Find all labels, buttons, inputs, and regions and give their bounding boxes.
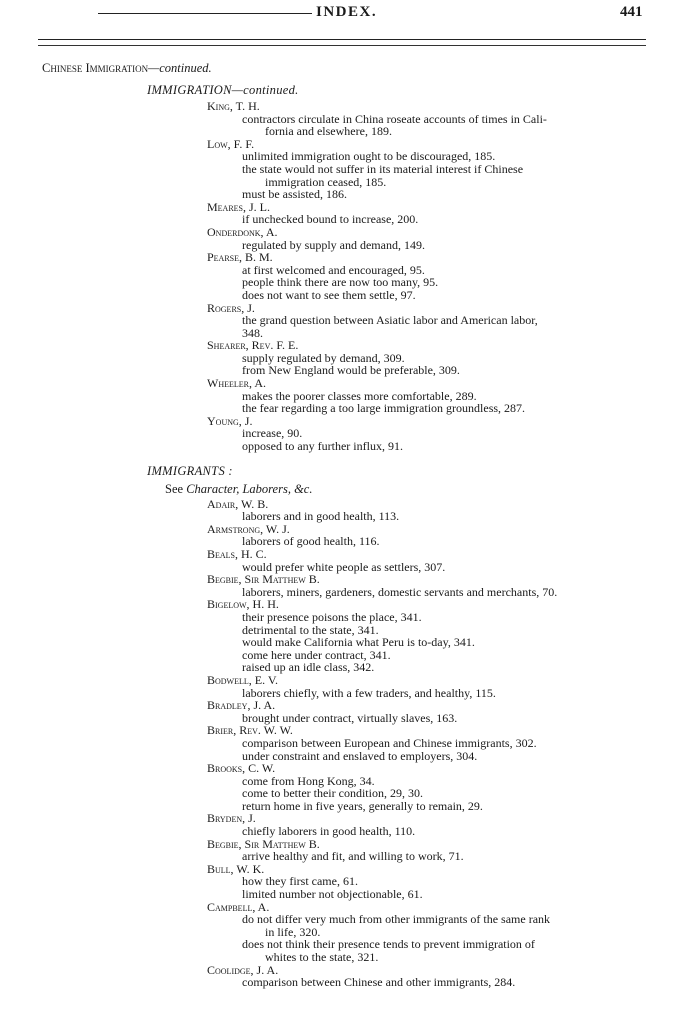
index-name: Pearse, B. M. [207, 250, 273, 265]
index-entry: unlimited immigration ought to be discouraged, 185. [242, 149, 496, 164]
index-entry: would prefer white people as settlers, 307. [242, 559, 446, 574]
index-entry: comparison between Chinese and other immigrants, 284. [242, 975, 516, 990]
index-name: Rogers, J. [207, 300, 255, 315]
index-entry: raised up an idle class, 342. [242, 660, 375, 675]
index-name: Shearer, Rev. F. E. [207, 338, 299, 353]
subsection-heading-immigration: IMMIGRATION—continued. [147, 83, 299, 97]
index-entry: regulated by supply and demand, 149. [242, 237, 425, 252]
index-name: Bodwell, E. V. [207, 672, 279, 687]
immigration-entries [0, 100, 684, 453]
index-name: Wheeler, A. [207, 376, 266, 391]
index-entry: brought under contract, virtually slaves, 163. [242, 710, 458, 725]
index-name: Bigelow, H. H. [207, 597, 279, 612]
index-entry: if unchecked bound to increase, 200. [242, 212, 419, 227]
header-double-rule-bottom [38, 45, 646, 46]
index-entry: laborers and in good health, 113. [242, 509, 400, 524]
index-name: Onderdonk, A. [207, 224, 278, 239]
index-entry: how they first came, 61. [242, 874, 358, 889]
index-entry: their presence poisons the place, 341. [242, 609, 422, 624]
section-heading [42, 59, 684, 78]
index-entry: does not want to see them settle, 97. [242, 287, 416, 302]
index-entry-continuation: in life, 320. [265, 924, 321, 939]
index-entry: the grand question between Asiatic labor and American labor, [242, 313, 538, 328]
index-content [0, 59, 684, 989]
index-entry: 348. [242, 325, 263, 340]
index-entry: at first welcomed and encouraged, 95. [242, 262, 425, 277]
running-title: INDEX. [316, 4, 378, 20]
header-double-rule-top [38, 39, 646, 40]
index-entry: does not think their presence tends to prevent immigration of [242, 937, 535, 952]
index-entry: come from Hong Kong, 34. [242, 773, 375, 788]
subsection-heading-immigrants: IMMIGRANTS : [147, 463, 233, 478]
index-name: Campbell, A. [207, 899, 270, 914]
index-name: Bryden, J. [207, 811, 256, 826]
index-entry: the fear regarding a too large immigration groundless, 287. [242, 401, 526, 416]
index-entry: laborers, miners, gardeners, domestic servants and merchants, 70. [242, 584, 558, 599]
index-entry: come here under contract, 341. [242, 647, 391, 662]
index-entry-continuation: fornia and elsewhere, 189. [265, 124, 392, 139]
index-entry: arrive healthy and fit, and willing to work, 71. [242, 849, 464, 864]
index-entry: makes the poorer classes more comfortable, 289. [242, 388, 477, 403]
cross-reference [165, 482, 684, 497]
section-heading-label: Chinese Immigration [42, 61, 149, 75]
index-name: Armstrong, W. J. [207, 521, 290, 536]
index-name: King, T. H. [207, 99, 260, 113]
page-header [0, 0, 684, 40]
index-name: Low, F. F. [207, 136, 255, 151]
index-entry: supply regulated by demand, 309. [242, 350, 405, 365]
index-entry-continuation: whites to the state, 321. [265, 950, 379, 964]
index-entry: under constraint and enslaved to employers, 304. [242, 748, 478, 763]
page-number: 441 [620, 4, 643, 20]
index-name: Begbie, Sir Matthew B. [207, 572, 320, 587]
index-entry: come to better their condition, 29, 30. [242, 786, 423, 801]
cross-reference-target: Character, Laborers, &c. [186, 481, 313, 496]
index-name: Adair, W. B. [207, 496, 269, 511]
index-name: Young, J. [207, 413, 253, 428]
index-entry-continuation: immigration ceased, 185. [265, 174, 387, 189]
index-entry: do not differ very much from other immigrants of the same rank [242, 912, 551, 927]
index-name: Brier, Rev. W. W. [207, 723, 293, 738]
index-entry: limited number not objectionable, 61. [242, 887, 423, 902]
index-entry: laborers of good health, 116. [242, 534, 380, 549]
index-name: Coolidge, J. A. [207, 962, 279, 977]
cross-reference-prefix: See [165, 481, 187, 496]
index-entry: chiefly laborers in good health, 110. [242, 824, 416, 839]
index-entry: return home in five years, generally to remain, 29. [242, 798, 483, 813]
index-entry: comparison between European and Chinese immigrants, 302. [242, 735, 537, 750]
index-entry: would make California what Peru is to-day, 341. [242, 635, 475, 650]
index-entry: laborers chiefly, with a few traders, and healthy, 115. [242, 685, 496, 700]
index-entry: contractors circulate in China roseate accounts of times in Cali- [242, 111, 547, 126]
index-name: Begbie, Sir Matthew B. [207, 836, 320, 851]
index-entry: people think there are now too many, 95. [242, 275, 439, 290]
index-entry: detrimental to the state, 341. [242, 622, 379, 637]
immigrants-entries [0, 498, 684, 989]
index-entry: opposed to any further influx, 91. [242, 439, 403, 454]
header-rule-short [98, 13, 312, 14]
index-entry: increase, 90. [242, 426, 303, 441]
section-heading-suffix: —continued. [148, 61, 212, 75]
index-entry: from New England would be preferable, 309. [242, 363, 460, 378]
index-name: Beals, H. C. [207, 547, 267, 561]
index-name: Meares, J. L. [207, 199, 271, 214]
index-entry: the state would not suffer in its material interest if Chinese [242, 161, 524, 176]
index-name: Brooks, C. W. [207, 761, 276, 776]
index-name: Bradley, J. A. [207, 698, 276, 713]
index-entry: must be assisted, 186. [242, 187, 347, 202]
index-name: Bull, W. K. [207, 861, 265, 876]
